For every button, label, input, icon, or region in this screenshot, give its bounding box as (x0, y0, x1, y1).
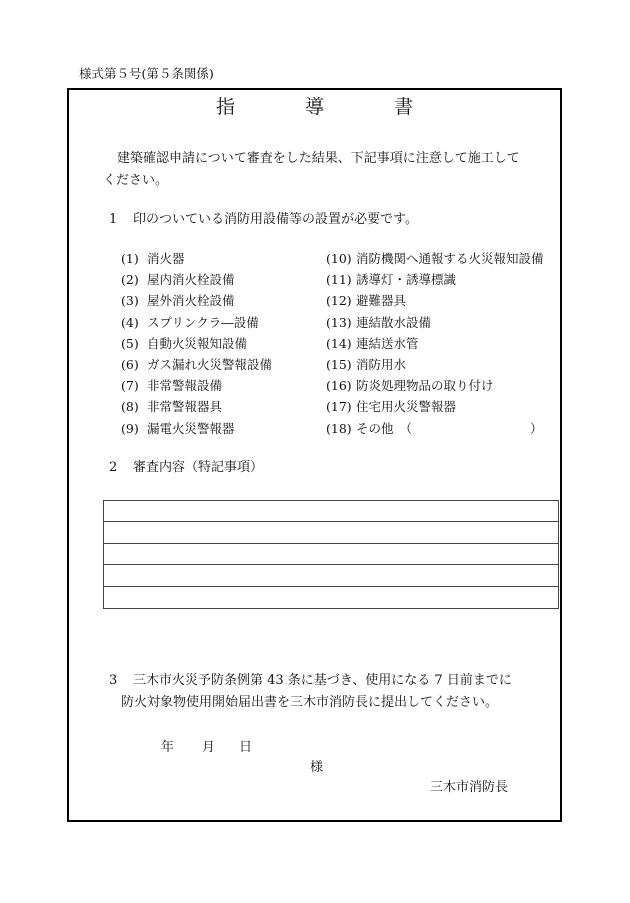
equipment-item: (12) 避難器具 (326, 293, 407, 309)
notes-line[interactable] (104, 565, 558, 586)
issuer-name: 三木市消防長 (430, 780, 509, 795)
document-title: 指 導 書 (215, 96, 446, 118)
notes-line[interactable] (104, 522, 558, 543)
section-3-number: 3 (109, 673, 118, 688)
equipment-item: (8) 非常警報器具 (121, 399, 223, 415)
section-1-text: 印のついている消防用設備等の設置が必要です。 (133, 212, 418, 227)
equipment-item: (16) 防炎処理物品の取り付け (326, 378, 494, 394)
other-blank-field[interactable]: （ ） (399, 420, 543, 436)
section-2-text: 審査内容（特記事項） (133, 460, 264, 475)
equipment-item: (9) 漏電火災警報器 (121, 420, 235, 436)
date-day-label: 日 (239, 740, 253, 755)
equipment-item: (6) ガス漏れ火災警報設備 (121, 356, 273, 372)
equipment-item: (2) 屋内消火栓設備 (121, 272, 235, 288)
equipment-item: (3) 屋外消火栓設備 (121, 293, 235, 309)
guidance-form (67, 88, 562, 822)
intro-paragraph: 建築確認申請について審査をした結果、下記事項に注意して施工してください。 (103, 151, 520, 188)
section-1-heading (109, 210, 418, 230)
section-1-number: 1 (109, 212, 118, 227)
equipment-item: (7) 非常警報設備 (121, 378, 223, 394)
equipment-item: (1) 消火器 (121, 251, 185, 266)
date-month-label: 月 (202, 740, 216, 755)
equipment-item: (4) スプリンクラ―設備 (121, 314, 259, 330)
section-3-line-1: 三木市火災予防条例第 43 条に基づき、使用になる 7 日前までに (133, 673, 512, 688)
special-notes-box[interactable] (103, 500, 559, 609)
equipment-item: (11) 誘導灯・誘導標識 (326, 272, 457, 288)
section-3-paragraph (109, 670, 549, 714)
equipment-item: (10) 消防機関へ通報する火災報知設備 (326, 251, 544, 266)
section-2-heading (109, 458, 263, 478)
equipment-item: (17) 住宅用火災警報器 (326, 399, 457, 415)
notes-line[interactable] (104, 587, 558, 608)
date-year-label: 年 (161, 740, 175, 755)
equipment-item: (5) 自動火災報知設備 (121, 335, 248, 351)
equipment-item: (13) 連結散水設備 (326, 314, 432, 330)
equipment-list-right (326, 248, 544, 439)
equipment-item: (15) 消防用水 (326, 356, 407, 372)
equipment-item-other: (18) その他 （ ） (326, 418, 544, 439)
notes-line[interactable] (104, 544, 558, 565)
date-line (161, 736, 252, 755)
notes-line[interactable] (104, 501, 558, 522)
section-3-line-2: 防火対象物使用開始届出書を三木市消防長に提出してください。 (121, 695, 499, 710)
section-2-number: 2 (109, 460, 118, 475)
addressee-suffix: 様 (310, 760, 324, 775)
form-number: 様式第５号(第５条関係) (79, 66, 214, 81)
equipment-list-left (121, 248, 272, 439)
equipment-item: (14) 連結送水管 (326, 335, 419, 351)
